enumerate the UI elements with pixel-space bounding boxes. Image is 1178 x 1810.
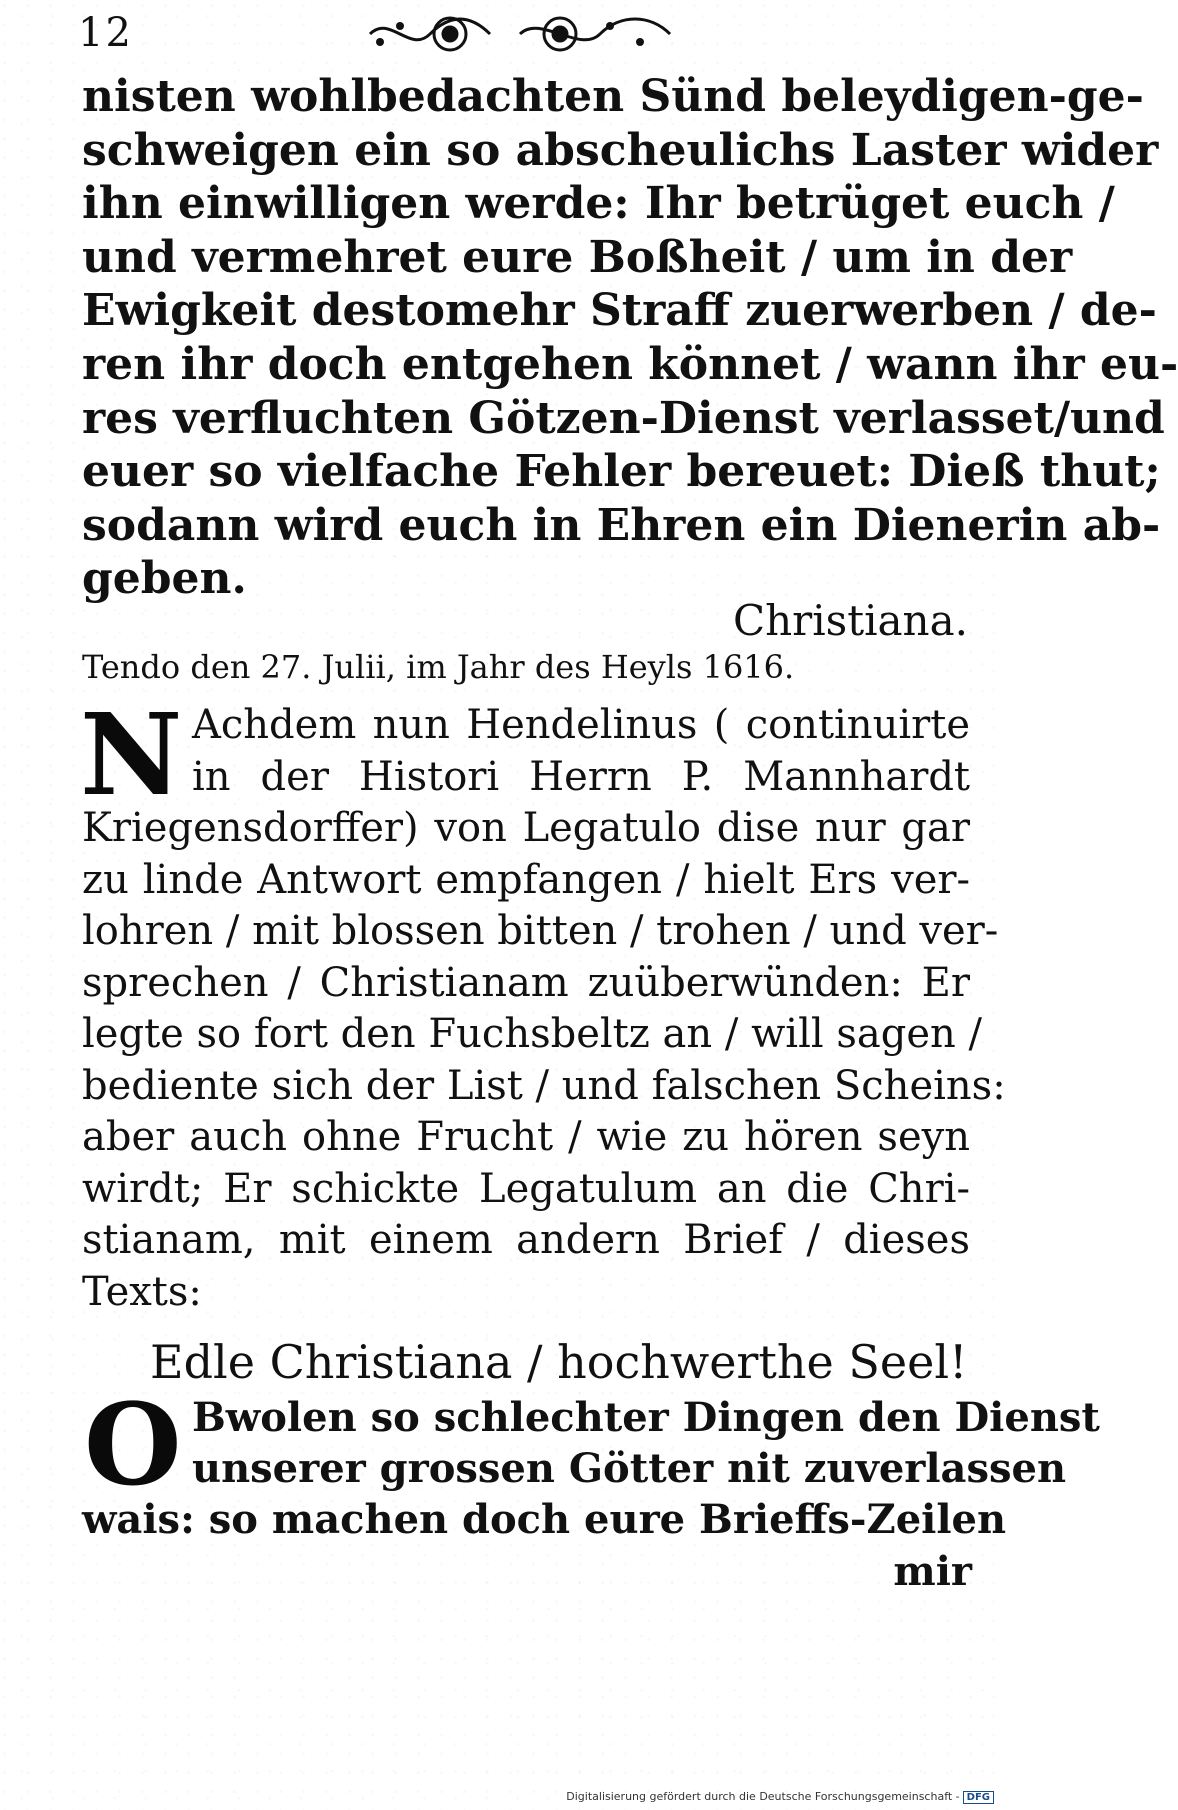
letter-greeting: Edle Christiana / hochwerthe Seel! bbox=[150, 1335, 968, 1389]
text-line: Achdem nun Hendelinus ( continuirte bbox=[192, 702, 970, 748]
text-line: ren ihr doch entgehen könnet / wann ihr eu- bbox=[82, 338, 1178, 390]
text-line: res verfluchten Götzen-Dienst verlasset/und bbox=[82, 392, 1165, 444]
floral-ornament-icon bbox=[360, 8, 680, 60]
footer-text: Digitalisierung gefördert durch die Deutsche Forschungsgemeinschaft - bbox=[566, 1790, 960, 1803]
drop-capital: N bbox=[80, 690, 183, 821]
text-line: stianam, mit einem andern Brief / dieses bbox=[82, 1217, 970, 1263]
text-line: geben. bbox=[82, 553, 247, 605]
text-line: und vermehret eure Boßheit / um in der bbox=[82, 231, 1073, 283]
text-line: sprechen / Christianam zuüberwünden: Er bbox=[82, 959, 970, 1006]
text-line: bediente sich der List / und falschen Scheins: bbox=[82, 1062, 1006, 1109]
text-line: ihn einwilligen werde: Ihr betrüget euch / bbox=[82, 178, 1115, 230]
catchword: mir bbox=[893, 1548, 972, 1595]
dfg-logo: DFG bbox=[963, 1791, 994, 1804]
text-line: nisten wohlbedachten Sünd beleydigen-ge- bbox=[82, 71, 1144, 122]
text-line: in der Histori Herrn P. Mannhardt bbox=[192, 753, 970, 800]
text-line: lohren / mit blossen bitten / trohen / und ver- bbox=[82, 908, 999, 954]
drop-capital: O bbox=[84, 1380, 182, 1511]
text-line: unserer grossen Götter nit zuverlassen bbox=[192, 1445, 1067, 1492]
page-header bbox=[78, 8, 978, 60]
text-line: zu linde Antwort empfangen / hielt Ers ver- bbox=[82, 856, 970, 903]
page-number: 12 bbox=[78, 10, 133, 56]
text-line: euer so vielfache Fehler bereuet: Dieß thut; bbox=[82, 446, 1161, 498]
text-line: wirdt; Er schickte Legatulum an die Chri- bbox=[82, 1165, 970, 1212]
letter-signature: Christiana. bbox=[732, 596, 968, 645]
text-line: wais: so machen doch eure Brieffs-Zeilen bbox=[82, 1496, 1007, 1543]
paragraph-1 bbox=[82, 70, 1178, 606]
text-line: aber auch ohne Frucht / wie zu hören seyn bbox=[82, 1114, 970, 1160]
text-line: Ewigkeit destomehr Straff zuerwerben / de- bbox=[82, 285, 1157, 337]
paragraph-2 bbox=[80, 690, 1006, 1318]
digitization-footer bbox=[566, 1790, 994, 1804]
text-line: schweigen ein so abscheulichs Laster wider bbox=[82, 124, 1159, 176]
text-line: legte so fort den Fuchsbeltz an / will sagen / bbox=[82, 1011, 982, 1057]
text-line: sodann wird euch in Ehren ein Dienerin ab- bbox=[82, 499, 1161, 551]
paragraph-3 bbox=[82, 1380, 1100, 1545]
text-line: Texts: bbox=[82, 1268, 202, 1315]
letter-dateline: Tendo den 27. Julii, im Jahr des Heyls 1616. bbox=[82, 648, 795, 686]
text-line: Bwolen so schlechter Dingen den Dienst bbox=[192, 1394, 1100, 1441]
text-line: Kriegensdorffer) von Legatulo dise nur gar bbox=[82, 805, 970, 851]
